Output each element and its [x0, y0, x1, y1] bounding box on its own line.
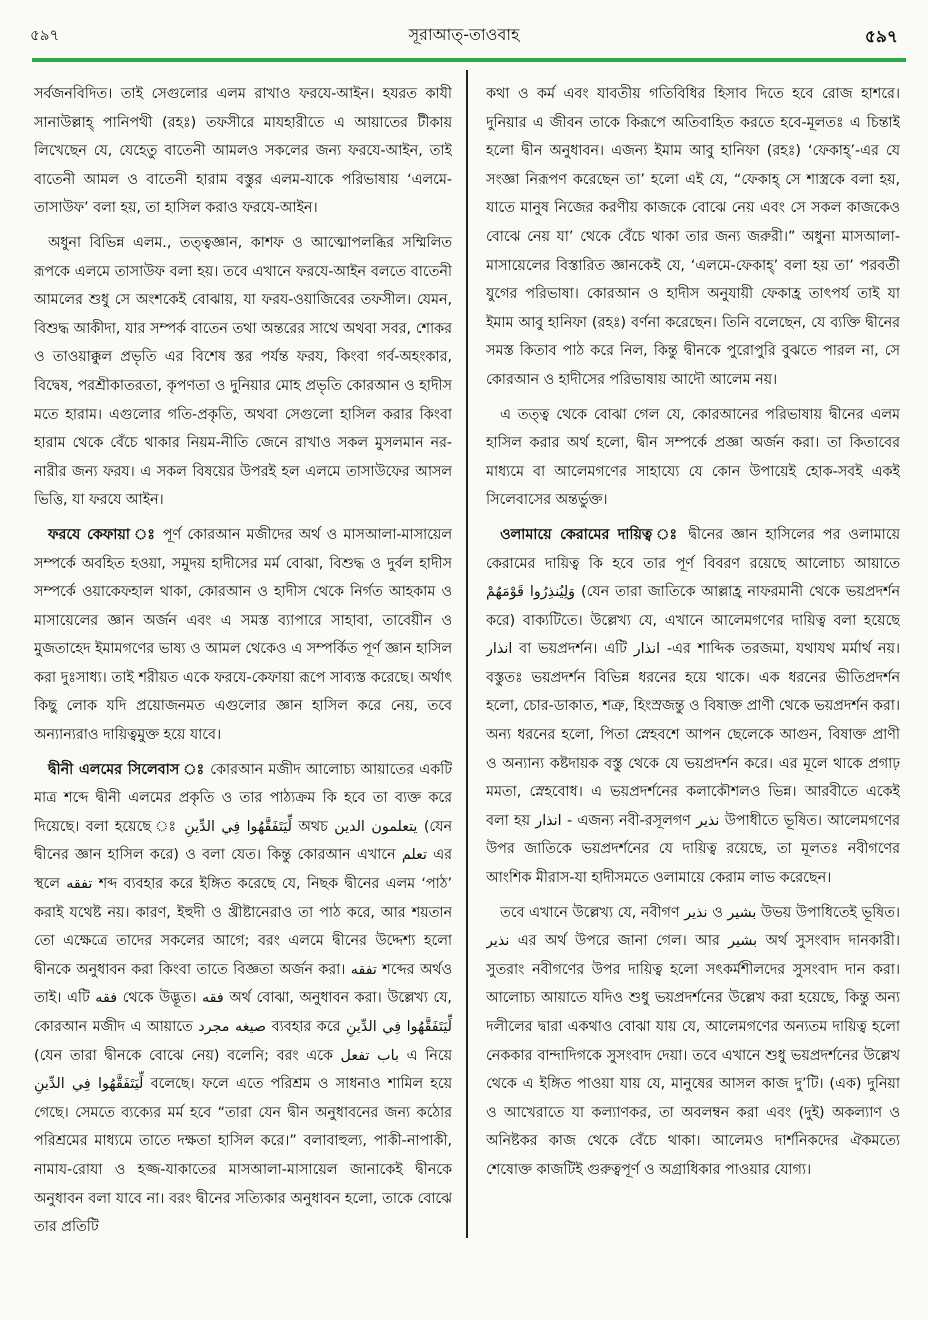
paragraph — [486, 521, 900, 893]
bottom-margin — [0, 1250, 928, 1320]
paragraph-text: পূর্ণ কোরআন মজীদের অর্থ ও মাসআলা-মাসায়েল সম্পর্কে অবহিত হওয়া, সমুদয় হাদীসের মর্ম বোঝা, বিশুদ্ধ ও দুর্বল হাদীস সম্পর্কে ওয়াকেফহাল থাকা, কোরআন ও হাদীস থেকে নির্গত আহকাম ও মাসায়েলের জ্ঞান অর্জন এবং এ সমস্ত ব্যাপারে সাহাবা, তাবেয়ীন ও মুজতাহেদ ইমামগণের ভাষ্য ও আমল থেকেও এ সম্পর্কিত পূর্ণ জ্ঞান হাসিল করা দুঃসাধ্য। তাই শরীয়ত একে ফরযে-কেফায়া রূপে সাব্যস্ত করেছে। অর্থাৎ কিছু লোক যদি প্রয়োজনমত এগুলোর জ্ঞান হাসিল করে নেয়, তবে অন্যান্যরাও দায়িত্বমুক্ত হয়ে যাবে। — [34, 526, 452, 744]
left-column — [34, 80, 452, 1250]
paragraph — [34, 229, 452, 515]
header-rule — [32, 58, 906, 62]
paragraph-text: কোরআন মজীদ আলোচ্য আয়াতের একটি মাত্র শব্দে দ্বীনী এলমের প্রকৃতি ও তার পাঠ্যক্রম কি হবে তা ব্যক্ত করে দিয়েছে। বলা হয়েছে ঃ لِّيَتَفَقَّهُوا فِي الدِّينِ অথচ يتعلمون الدين (যেন দ্বীনের জ্ঞান হাসিল করে) ও বলা যেত। কিন্তু কোরআন এখানে تعلم এর স্থলে تفقه শব্দ ব্যবহার করে ইঙ্গিত করেছে যে, নিছক দ্বীনের এলম ‘পাঠ’ করাই যথেষ্ট নয়। কারণ, ইহুদী ও খ্রীষ্টানেরাও তা পাঠ করে, আর শয়তান তো এক্ষেত্রে তাদের সকলের আগে; বরং এলমে দ্বীনের উদ্দেশ্য হলো দ্বীনকে অনুধাবন করা কিংবা তাতে বিজ্ঞতা অর্জন করা। تفقه শব্দের অর্থও তাই। এটি فقه থেকে উদ্ভূত। فقه অর্থ বোঝা, অনুধাবন করা। উল্লেখ্য যে, কোরআন মজীদ এ আয়াতে صيغه مجرد ব্যবহার করে لِّيَتَفَقَّهُوا فِي الدِّينِ (যেন তারা দ্বীনকে বোঝে নেয়) বলেনি; বরং একে باب تفعل এ নিয়ে لِّيَتَفَقَّهُوا فِي الدِّينِ বলেছে। ফলে এতে পরিশ্রম ও সাধনাও শামিল হয়ে গেছে। সেমতে ব্যক্যের মর্ম হবে “তারা যেন দ্বীন অনুধাবনের জন্য কঠোর পরিশ্রমের মাধ্যমে তাতে দক্ষতা হাসিল করে।” বলাবাহুল্য, পাকী-নাপাকী, নামায-রোযা ও হজ্জ-যাকাতের মাসআলা-মাসায়েল জানাকেই দ্বীনকে অনুধাবন বলা যাবে না। বরং দ্বীনের সত্যিকার অনুধাবন হলো, তাকে বোঝে তার প্রতিটি — [34, 761, 452, 1236]
page-number-right: ৫৯৭ — [864, 27, 898, 47]
paragraph — [34, 756, 452, 1242]
page-header — [22, 10, 906, 60]
paragraph — [486, 899, 900, 1185]
section-heading-ulama-duty: ওলামায়ে কেরামের দায়িত্ব ঃ — [500, 526, 681, 543]
section-heading-farze-kefaya: ফরযে কেফায়া ঃ — [48, 526, 157, 543]
paragraph — [34, 80, 452, 223]
paragraph-text: তবে এখানে উল্লেখ্য যে, নবীগণ نذير ও بشير উভয় উপাধিতেই ভূষিত। نذير এর অর্থ উপরে জানা গেল। আর بشير অর্থ সুসংবাদ দানকারী। সুতরাং নবীগণের উপর দায়িত্ব হলো সৎকর্মশীলদের সুসংবাদ দান করা। আলোচ্য আয়াতে যদিও শুধু ভয়প্রদর্শনের উল্লেখ করা হয়েছে, কিন্তু অন্য দলীলের দ্বারা একথাও বোঝা যায় যে, আলেমগণের অন্যতম দায়িত্ব হলো নেককার বান্দাদিগকে সুসংবাদ দেয়া। তবে এখানে শুধু ভয়প্রদর্শনের উল্লেখ থেকে এ ইঙ্গিত পাওয়া যায় যে, মানুষের আসল কাজ দু’টি। (এক) দুনিয়া ও আখেরাতে যা কল্যাণকর, তা অবলম্বন করা এবং (দুই) অকল্যাণ ও অনিষ্টকর কাজ থেকে বেঁচে থাকা। আলেমও দার্শনিকদের ঐকমত্যে শেষোক্ত কাজটিই গুরুত্বপূর্ণ ও অগ্রাধিকার পাওয়ার যোগ্য। — [486, 904, 900, 1178]
section-heading-syllabus: দ্বীনী এলমের সিলেবাস ঃ — [48, 761, 205, 778]
paragraph — [486, 80, 900, 395]
paragraph — [34, 521, 452, 750]
paragraph-text: কথা ও কর্ম এবং যাবতীয় গতিবিধির হিসাব দিতে হবে রোজ হাশরে। দুনিয়ার এ জীবন তাকে কিরূপে অতিবাহিত করতে হবে-মূলতঃ এ চিন্তাই হলো দ্বীন অনুধাবন। এজন্য ইমাম আবু হানিফা (রহঃ) ‘ফেকাহ্’-এর যে সংজ্ঞা নিরূপণ করেছেন তা’ হলো এই যে, “ফেকাহ্ সে শাস্ত্রকে বলা হয়, যাতে মানুষ নিজের করণীয় কাজকে বোঝে নেয় এবং সে সকল কাজকেও বোঝে নেয় যা’ থেকে বেঁচে থাকা তার জন্য জরুরী।” অধুনা মাসআলা-মাসায়েলের বিস্তারিত জ্ঞানকেই যে, ‘এলমে-ফেকাহ্’ বলা হয় তা’ পরবর্তী যুগের পরিভাষা। কোরআন ও হাদীস অনুযায়ী ফেকাহ্র তাৎপর্য তাই যা ইমাম আবু হানিফা (রহঃ) বর্ণনা করেছেন। তিনি বলেছেন, যে ব্যক্তি দ্বীনের সমস্ত কিতাব পাঠ করে নিল, কিন্তু দ্বীনকে পুরোপুরি বুঝতে পারল না, সে কোরআন ও হাদীসের পরিভাষায় আদৌ আলেম নয়। — [486, 86, 900, 388]
paragraph — [486, 401, 900, 515]
paragraph-text: সর্বজনবিদিত। তাই সেগুলোর এলম রাখাও ফরযে-আইন। হযরত কাযী সানাউল্লাহ্ পানিপথী (রহঃ) তফসীরে মাযহারীতে এ আয়াতের টীকায় লিখেছেন যে, যেহেতু বাতেনী আমলও সকলের জন্য ফরযে-আইন, তাই বাতেনী আমল ও বাতেনী হারাম বস্তুর এলম-যাকে পরিভাষায় ‘এলমে-তাসাউফ’ বলা হয়, তা হাসিল করাও ফরযে-আইন। — [34, 86, 452, 217]
column-divider — [466, 70, 468, 1238]
chapter-title: সূরাআত্-তাওবাহ — [408, 25, 520, 44]
page-number-left: ৫৯৭ — [30, 26, 60, 44]
right-column — [486, 80, 900, 1250]
paragraph-text: অধুনা বিভিন্ন এলম., তত্ত্বজ্ঞান, কাশফ ও আত্মোপলব্ধির সম্মিলিত রূপকে এলমে তাসাউফ বলা হয়। তবে এখানে ফরযে-আইন বলতে বাতেনী আমলের শুধু সে অংশকেই বোঝায়, যা ফরয-ওয়াজিবের তফসীল। যেমন, বিশুদ্ধ আকীদা, যার সম্পর্ক বাতেন তথা অন্তরের সাথে অথবা সবর, শোকর ও তাওয়াক্কুল প্রভৃতি এর বিশেষ স্তর পর্যন্ত ফরয, কিংবা গর্ব-অহংকার, বিদ্বেষ, পরশ্রীকাতরতা, কৃপণতা ও দুনিয়ার মোহ প্রভৃতি কোরআন ও হাদীস মতে হারাম। এগুলোর গতি-প্রকৃতি, অথবা সেগুলো হাসিল করার কিংবা হারাম থেকে বেঁচে থাকার নিয়ম-নীতি জেনে রাখাও সকল মুসলমান নর-নারীর জন্য ফরয। এ সকল বিষয়ের উপরই হল এলমে তাসাউফের আসল ভিত্তি, যা ফরযে আইন। — [34, 234, 452, 509]
paragraph-text: এ তত্ত্ব থেকে বোঝা গেল যে, কোরআনের পরিভাষায় দ্বীনের এলম হাসিল করার অর্থ হলো, দ্বীন সম্পর্কে প্রজ্ঞা অর্জন করা। তা কিতাবের মাধ্যমে বা আলেমগণের সাহায্যে যে কোন উপায়েই হোক-সবই একই সিলেবাসের অন্তর্ভুক্ত। — [486, 406, 900, 509]
paragraph-text: দ্বীনের জ্ঞান হাসিলের পর ওলামায়ে কেরামের দায়িত্ব কি হবে তার পূর্ণ বিবরণ রয়েছে আলোচ্য আয়াতে وَلِيُنذِرُوا قَوْمَهُمْ (যেন তারা জাতিকে আল্লাহ্র নাফরমানী থেকে ভয়প্রদর্শন করে) বাক্যটিতে। উল্লেখ্য যে, এখানে আলেমগণের দায়িত্ব বলা হয়েছে انذار বা ভয়প্রদর্শন। এটি انذار -এর শাব্দিক তরজমা, যথাযথ মর্মার্থ নয়। বস্তুতঃ ভয়প্রদর্শন বিভিন্ন ধরনের হয়ে থাকে। এক ধরনের ভীতিপ্রদর্শন হলো, চোর-ডাকাত, শত্রু, হিংস্রজন্তু ও বিষাক্ত প্রাণী থেকে ভয়প্রদর্শন করা। অন্য ধরনের হলো, পিতা স্নেহবশে আপন ছেলেকে আগুন, বিষাক্ত প্রাণী ও অন্যান্য কষ্টদায়ক বস্তু থেকে যে ভয়প্রদর্শন করে। এর মূলে থাকে প্রগাঢ় মমতা, স্নেহবোধ। এ ভয়প্রদর্শনের কলাকৌশলও ভিন্ন। আরবীতে একেই বলা হয় انذار - এজন্য নবী-রসূলগণ نذير উপাধীতে ভূষিত। আলেমগণের উপর জাতিকে ভয়প্রদর্শনের যে দায়িত্ব রয়েছে, তা মূলতঃ নবীগণের আংশিক মীরাস-যা হাদীসমতে ওলামায়ে কেরাম লাভ করেছেন। — [486, 526, 900, 887]
